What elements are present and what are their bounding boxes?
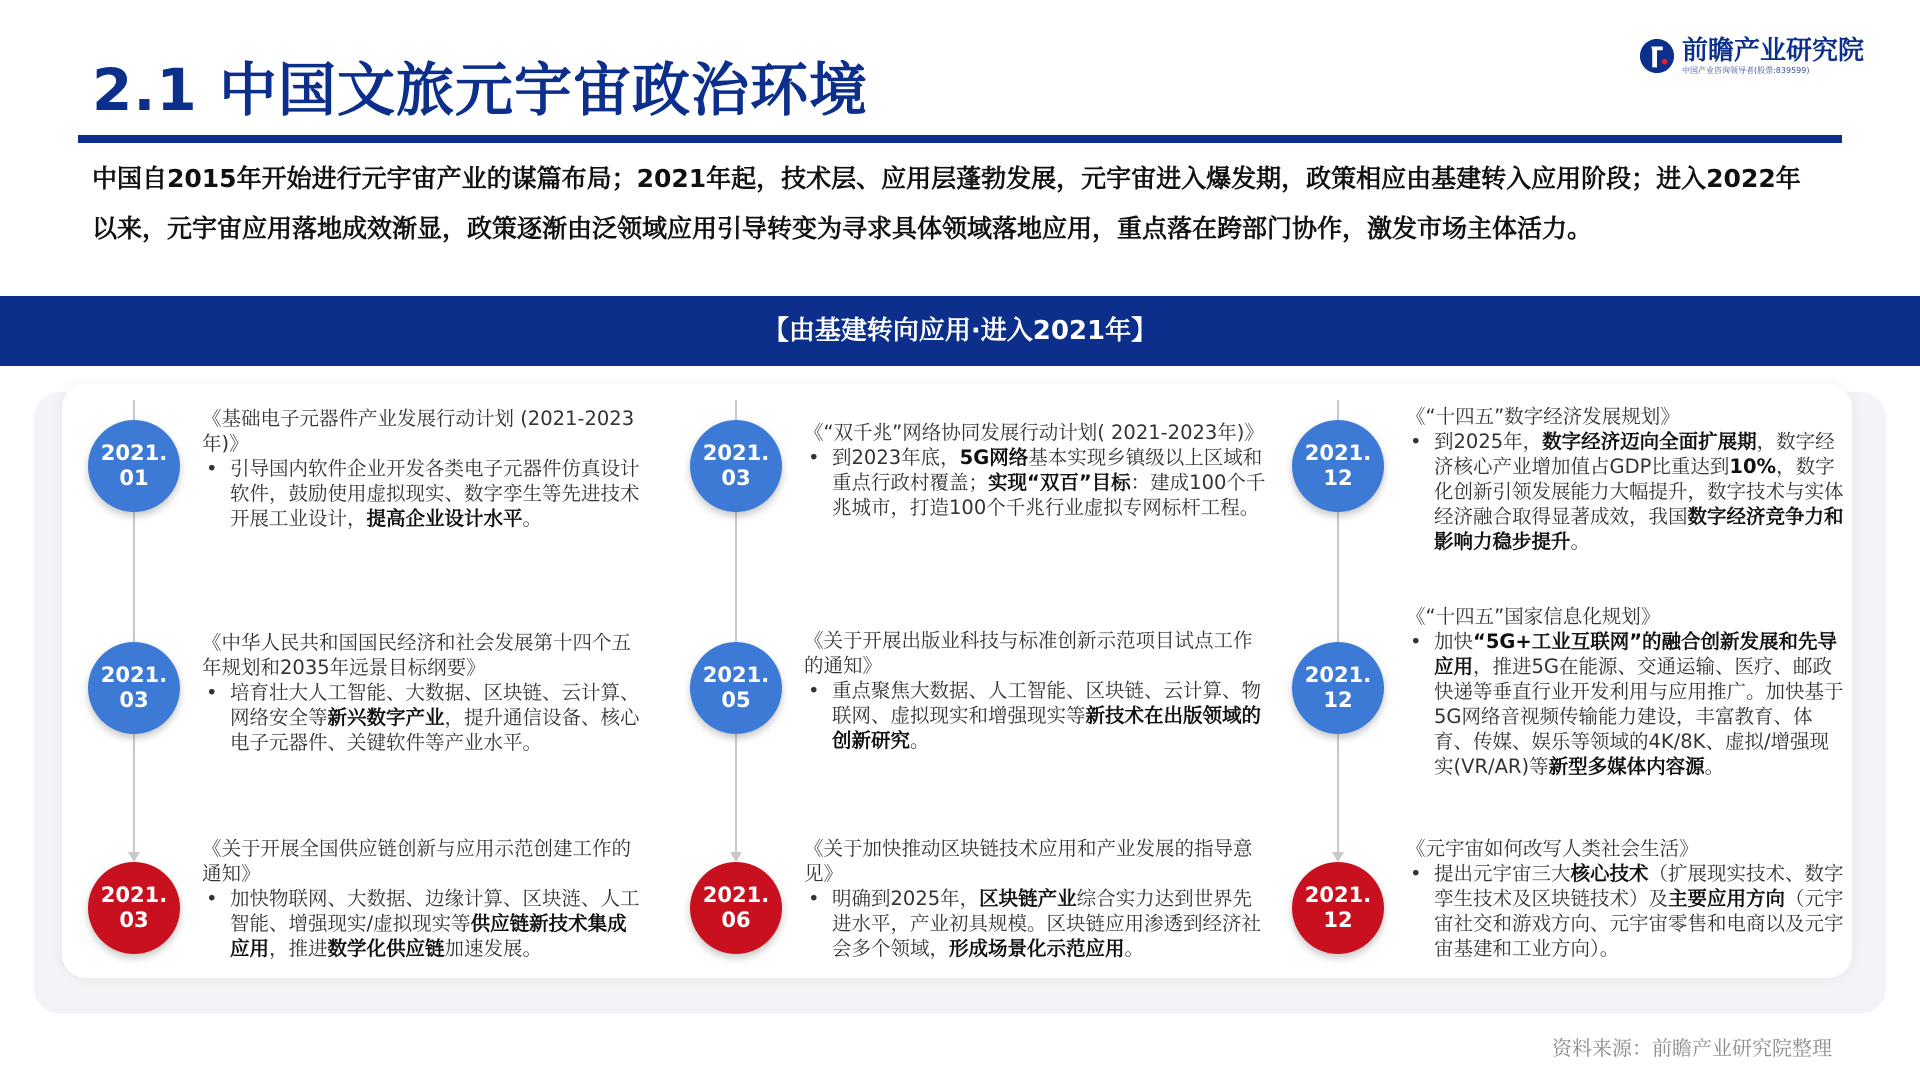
highlight-text: 新兴数字产业 [327,706,445,729]
body-text: 。 [1570,530,1591,553]
intro-paragraph: 中国自2015年开始进行元宇宙产业的谋篇布局；2021年起，技术层、应用层蓬勃发展，元宇宙进入爆发期，政策相应由基建转入应用阶段；进入2022年以来，元宇宙应用落地成效渐显，政策逐渐由泛领域应用引导转变为寻求具体领域落地应用，重点落在跨部门协作，激发市场主体活力。 [92,164,1801,243]
body-text: 加快物联网、大数据、边缘计算、区块涟、人工智能、增强现实/虚拟现实等 [230,887,640,935]
date-month: 12 [1323,466,1353,490]
policy-bullets [202,886,646,961]
date-year: 2021. [1304,883,1372,907]
body-text: ，提升通信设备、核心电子元器件、关键软件等产业水平。 [230,706,640,754]
section-banner: 【由基建转向应用·进入2021年】 [0,296,1920,366]
date-year: 2021. [1304,441,1372,465]
policy-entry [202,836,646,961]
policy-bullet [230,886,646,961]
policy-document-title: 《“双千兆”网络协同发展行动计划( 2021-2023年)》 [804,421,1264,444]
highlight-text: 数字经济竞争力和影响力稳步提升 [1434,505,1844,553]
policy-entry [202,406,646,531]
timeline-date-badge [1292,862,1384,954]
policy-bullet [832,886,1270,961]
brand-logo [1638,36,1864,76]
highlight-text: 区块链产业 [979,887,1077,910]
date-month: 01 [119,466,149,490]
highlight-text: 核心技术 [1570,862,1649,885]
date-year: 2021. [702,441,770,465]
date-month: 03 [119,908,149,932]
date-month: 03 [119,688,149,712]
date-year: 2021. [702,883,770,907]
body-text: 基本实现乡镇级以上区域和重点行政村覆盖； [832,446,1263,494]
timeline-date-badge [88,642,180,734]
policy-document-title: 《关于加快推动区块链技术应用和产业发展的指导意见》 [804,837,1253,885]
policy-bullets [202,456,646,531]
highlight-text: “5G+工业互联网”的融合创新发展和先导应用 [1434,630,1838,678]
body-text: 。 [1704,755,1725,778]
policy-document-title: 《关于开展出版业科技与标准创新示范项目试点工作的通知》 [804,629,1253,677]
policy-entry [804,836,1270,961]
timeline-arrow-icon [128,852,140,862]
date-year: 2021. [702,663,770,687]
date-year: 2021. [1304,663,1372,687]
body-text: 。 [522,507,543,530]
policy-bullets [202,680,646,755]
highlight-text: 供应链新技术集成应用 [230,912,627,960]
body-text: ，数字经济核心产业增加值占GDP比重达到 [1434,430,1835,478]
source-note: 资料来源：前瞻产业研究院整理 [1552,1036,1832,1060]
policy-entry [804,420,1270,520]
body-text: 综合实力达到世界先进水平，产业初具规模。区块链应用渗透到经济社会多个领域， [832,887,1262,960]
body-text: 。 [910,729,930,752]
body-text: ，数字化创新引领发展能力大幅提升，数字技术与实体经济融合取得显著成效，我国 [1434,455,1844,528]
policy-bullets [1406,629,1844,779]
policy-bullets [1406,861,1844,961]
highlight-text: 实现“双百”目标 [988,471,1131,494]
policy-entry [1406,404,1844,554]
date-year: 2021. [100,441,168,465]
date-month: 05 [721,688,751,712]
timeline-date-badge [1292,642,1384,734]
policy-document-title: 《“十四五”数字经济发展规划》 [1406,405,1680,428]
page-title: 2.1 中国文旅元宇宙政治环境 [92,56,868,124]
title-divider [78,135,1842,143]
policy-bullet [832,445,1270,520]
date-month: 12 [1323,688,1353,712]
policy-document-title: 《基础电子元器件产业发展行动计划 (2021-2023年)》 [202,407,635,455]
body-text: 重点聚焦大数据、人工智能、区块链、云计算、物联网、虚拟现实和增强现实等 [832,679,1262,727]
timeline-date-badge [690,642,782,734]
timeline-date-badge [690,420,782,512]
highlight-text: 数学化供应链 [327,937,445,960]
body-text: 到2025年， [1434,430,1543,453]
body-text: 培育壮大人工智能、大数据、区块链、云计算、网络安全等 [230,681,640,729]
policy-entry [1406,604,1844,779]
body-text: （扩展现实技术、数字孪生技术及区块链技术）及 [1434,862,1844,910]
date-month: 03 [721,466,751,490]
policy-bullets [804,886,1270,961]
body-text: 到2023年底， [832,446,960,469]
date-year: 2021. [100,883,168,907]
policy-bullet [1434,429,1844,554]
policy-document-title: 《“十四五”国家信息化规划》 [1406,605,1661,628]
body-text: 加速发展。 [444,937,543,960]
policy-bullet [230,680,646,755]
body-text: ，推进5G在能源、交通运输、医疗、邮政快递等垂直行业开发利用与应用推广。加快基于5G网络音视频传输能力建设，丰富教育、体育、传媒、娱乐等领域的4K/8K、虚拟/增强现实(VR/AR)等 [1434,655,1844,778]
logo-subtitle: 中国产业咨询领导者(股票:839599) [1681,66,1810,75]
timeline-date-badge [88,420,180,512]
policy-document-title: 《元宇宙如何改写人类社会生活》 [1406,837,1699,860]
body-text: （元宇宙社交和游戏方向、元宇宙零售和电商以及元宇宙基建和工业方向）。 [1434,887,1844,960]
timeline-arrow-icon [730,852,742,862]
highlight-text: 新技术在出版领域的创新研究 [832,704,1262,752]
policy-bullets [804,678,1270,753]
date-year: 2021. [100,663,168,687]
date-month: 12 [1323,908,1353,932]
timeline-date-badge [1292,420,1384,512]
body-text: 提出元宇宙三大 [1434,862,1571,885]
timeline-date-badge [690,862,782,954]
policy-bullet [230,456,646,531]
body-text: ：建成100个千兆城市，打造100个千兆行业虚拟专网标杆工程。 [832,471,1266,519]
qianzhan-logo-icon [1638,37,1676,75]
highlight-text: 5G网络 [959,446,1029,469]
highlight-text: 10% [1729,455,1777,478]
body-text: 明确到2025年， [832,887,980,910]
policy-bullets [804,445,1270,520]
policy-bullet [1434,629,1844,779]
policy-entry [1406,836,1844,961]
policy-document-title: 《中华人民共和国国民经济和社会发展第十四个五年规划和2035年远景目标纲要》 [202,631,632,679]
policy-bullets [1406,429,1844,554]
policy-document-title: 《关于开展全国供应链创新与应用示范创建工作的通知》 [202,837,632,885]
highlight-text: 主要应用方向 [1668,887,1786,910]
highlight-text: 数字经济迈向全面扩展期 [1542,430,1757,453]
policy-bullet [832,678,1270,753]
timeline-date-badge [88,862,180,954]
timeline-arrow-icon [1332,852,1344,862]
body-text: 引导国内软件企业开发各类电子元器件仿真设计软件，鼓励使用虚拟现实、数字孪生等先进技术开展工业设计， [230,457,640,530]
date-month: 06 [721,908,751,932]
logo-name: 前瞻产业研究院 [1681,36,1864,66]
highlight-text: 提高企业设计水平 [366,507,523,530]
highlight-text: 形成场景化示范应用 [949,937,1125,960]
body-text: 。 [1124,937,1145,960]
body-text: ，推进 [269,937,328,960]
policy-entry [804,628,1270,753]
body-text: 加快 [1434,630,1474,653]
policy-entry [202,630,646,755]
policy-bullet [1434,861,1844,961]
highlight-text: 新型多媒体内容源 [1548,755,1705,778]
